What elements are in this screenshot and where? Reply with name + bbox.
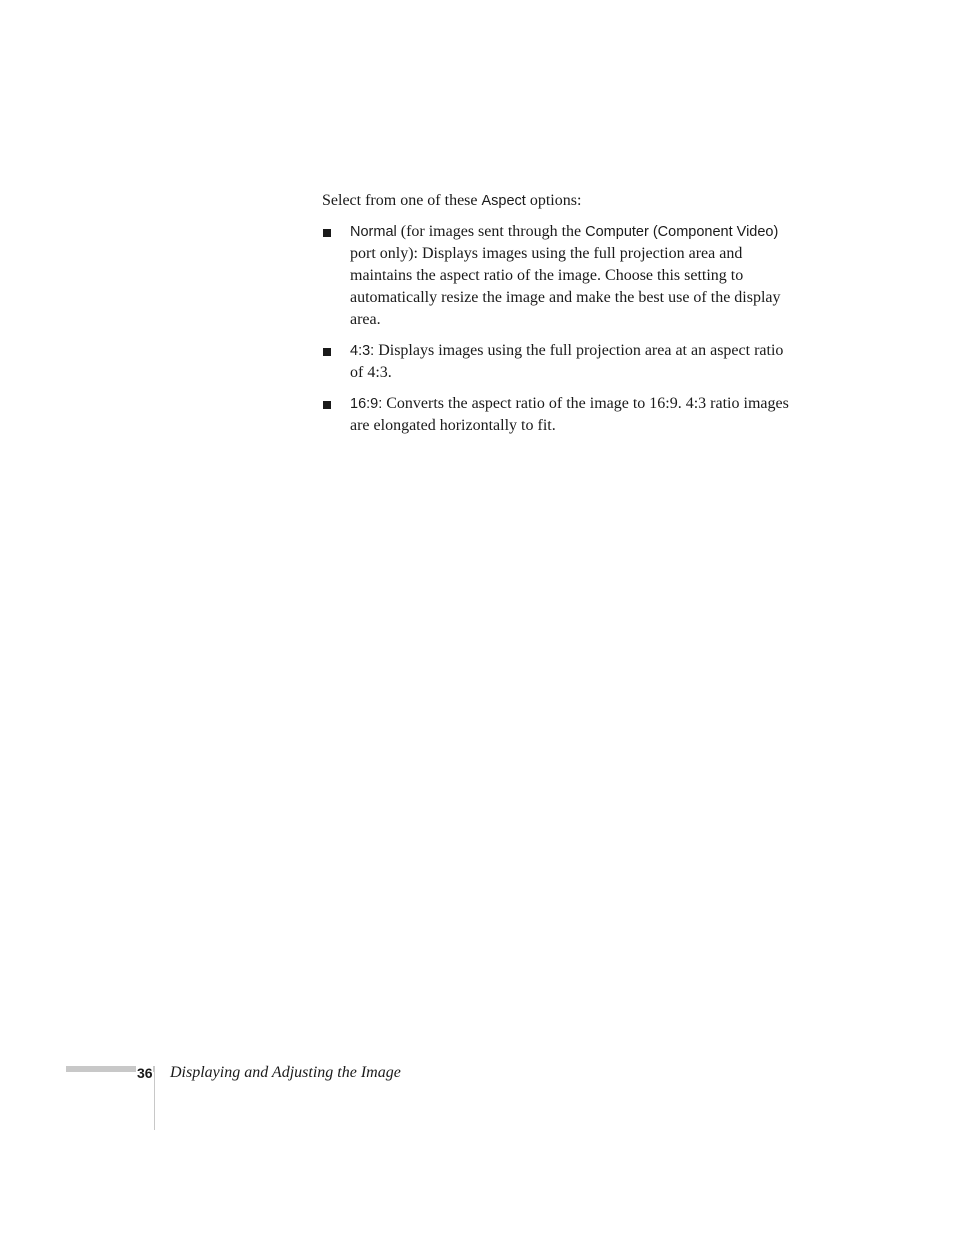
option-16-9	[322, 393, 792, 437]
option-4-3	[322, 340, 792, 384]
footer-vertical-rule	[154, 1066, 155, 1130]
aspect-options-list	[322, 221, 792, 437]
square-bullet-icon	[323, 348, 331, 356]
intro-text-before: Select from one of these	[322, 192, 482, 209]
option-normal-text-b: port only): Displays images using the full projection area and maintains the aspect ratio of the image. Choose this setting to automatically resize the image and make the best use of the display area.	[350, 245, 781, 328]
page-number: 36	[137, 1065, 153, 1081]
aspect-term: Aspect	[481, 193, 526, 209]
option-16-9-term: 16:9:	[350, 396, 383, 412]
option-4-3-text: Displays images using the full projection area at an aspect ratio of 4:3.	[350, 342, 784, 381]
option-4-3-term: 4:3:	[350, 343, 375, 359]
option-normal-text-a: (for images sent through the	[396, 223, 586, 240]
option-normal-term: Normal	[350, 224, 397, 240]
running-title: Displaying and Adjusting the Image	[170, 1064, 401, 1081]
square-bullet-icon	[323, 229, 331, 237]
intro-text-after: options:	[525, 192, 582, 209]
option-normal-port-term: Computer (Component Video)	[585, 224, 779, 240]
intro-paragraph	[322, 190, 792, 212]
main-content	[322, 190, 792, 446]
option-16-9-text: Converts the aspect ratio of the image to 16:9. 4:3 ratio images are elongated horizontally to fit.	[350, 395, 789, 434]
square-bullet-icon	[323, 401, 331, 409]
option-normal	[322, 221, 792, 331]
